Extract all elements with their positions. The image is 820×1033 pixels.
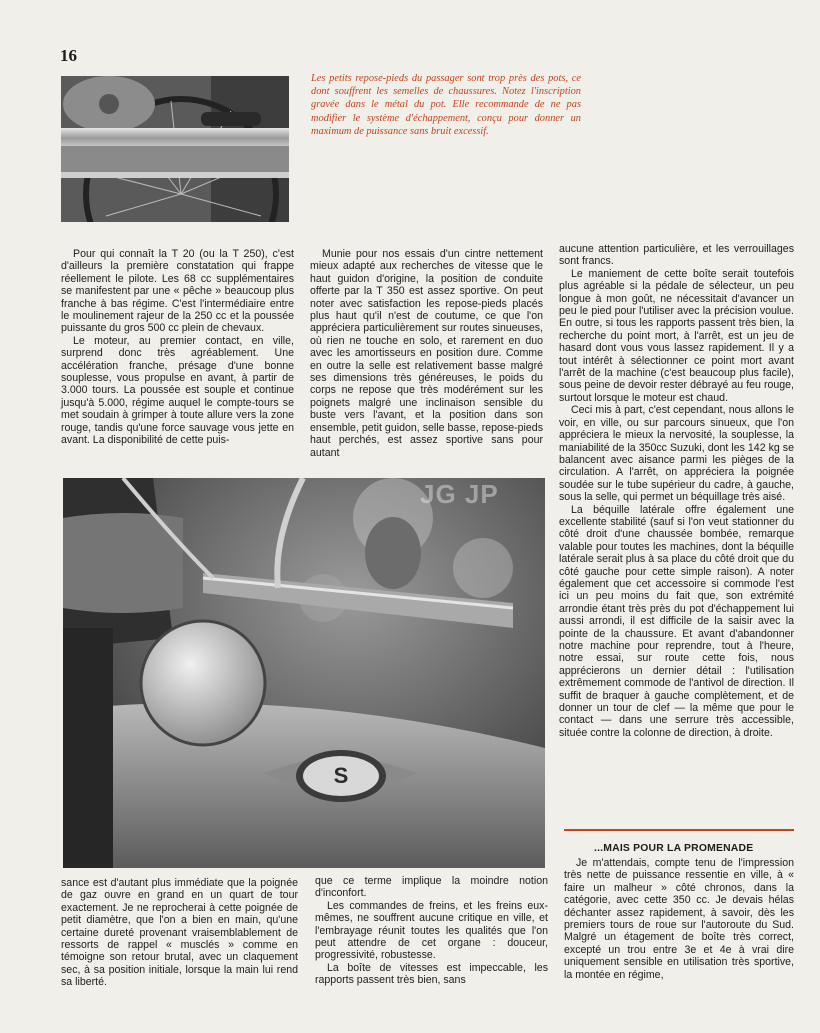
paragraph: Munie pour nos essais d'un cintre nettement mieux adapté aux recherches de vitesse que le haut guidon d'origine, la position de conduite offerte par la T 350 est assez sportive. On peut noter avec satisfaction les repose-pieds placés plus haut qu'il n'est de coutume, ce que l'on appréciera particulièrement sur routes sinueuses, où rien ne touche en solo, et rarement en duo avec les amortisseurs en position dure. Comme en outre la selle est relativement basse malgré ses dimensions très généreuses, le poids du corps ne repose que très modérément sur les poignets malgré une inclinaison sensible du buste vers l'avant, et la position dans son ensemble, petit guidon, selle basse, repose-pieds haut perchés, est assez sportive sans pour autant [310, 248, 543, 459]
column-3-bottom [564, 857, 794, 981]
column-1-bottom [61, 877, 298, 989]
section-divider [564, 829, 794, 831]
exhaust-footrest-photo [61, 76, 289, 222]
paragraph: Le maniement de cette boîte serait toutefois plus agréable si la pédale de sélecteur, un peu longue à mon goût, ne nécessitait d'avancer un peu le pied pour l'utiliser avec la précision voulue. En outre, si tous les rapports passent très bien, la recherche du point mort, à l'arrêt, est un jeu de hasard dont vous vous lassez rapidement. Il y a tout intérêt à sélectionner ce point mort avant l'arrêt de la machine (c'est beaucoup plus facile), sous peine de devoir rester débrayé au feu rouge, surtout lorsque le moteur est chaud. [559, 267, 794, 404]
paragraph: Je m'attendais, compte tenu de l'impression très nette de puissance ressentie en ville, à « faire un malheur » côté chronos, dans la catégorie, avec cette 350 cc. Je devais hélas déchanter assez rapidement, à savoir, dès les premiers tours de roue sur l'autoroute du Sud. Malgré un étagement de boîte très correct, excepté un trou entre 3e et 4e à vrai dire uniquement sensible en utilisation très sportive, la montée en régime, [564, 857, 794, 981]
section-heading: ...MAIS POUR LA PROMENADE [594, 843, 754, 854]
column-2-bottom [315, 875, 548, 987]
paragraph: Ceci mis à part, c'est cependant, nous allons le voir, en ville, ou sur parcours sinueux, que l'on appréciera le mieux la nervosité, la souplesse, la maniabilité de la 350cc Suzuki, dont les 142 kg se balancent avec aisance parmi les pièges de la circulation. A l'arrêt, on appréciera la poignée soudée sur le tube supérieur du cadre, à gauche, sous la selle, qui permet un béquillage très aisé. [559, 404, 794, 504]
paragraph: Pour qui connaît la T 20 (ou la T 250), c'est d'ailleurs la première constatation qui frappe réellement le pilote. Les 68 cc supplémentaires se manifestent par une « pêche » beaucoup plus franche à bas régime. C'est l'intermédiaire entre le moulinement rajeur de la 250 cc et la poussée puissante du gros 500 cc plein de chevaux. [61, 248, 294, 335]
column-2-top [310, 248, 543, 459]
column-3-top [559, 243, 794, 739]
paragraph: La béquille latérale offre également une excellente stabilité (sauf si l'on veut stationner du côté droit d'une chaussée bombée, remarque valable pour toutes les machines, dont la béquille latérale serait plus à sa place du côté droit que du côté gauche pour cette simple raison). A noter également que cet accessoire si commode l'est ici un peu moins du fait que, son extrémité arrondie étant très près du pot d'échappement lui aussi arrondi, il est difficile de la saisir avec la pointe de la chaussure. Et avant d'abandonner notre machine pour reprendre, tout à l'heure, notre essai, sur route cette fois, nous apprécierons un dernier détail : l'utilisation extrêmement commode de l'antivol de direction. Il suffit de braquer à gauche complètement, et de donner un tour de clef — la même que pour le contact — dans une serrure très accessible, située contre la colonne de direction, à droite. [559, 503, 794, 739]
paragraph: que ce terme implique la moindre notion d'inconfort. [315, 875, 548, 900]
svg-text:S: S [333, 763, 349, 788]
photo-caption: Les petits repose-pieds du passager sont trop près des pots, ce dont souffrent les semelles de chaussures. Notez l'inscription gravée dans le métal du pot. Elle recommande de ne pas modifier le système d'échappement, conçu pour donner un maximum de puissance sans bruit excessif. [311, 73, 581, 137]
paragraph: sance est d'autant plus immédiate que la poignée de gaz ouvre en grand en un quart de tour exactement. Je ne reprocherai à cette poignée de petit diamètre, que l'on a bien en main, qu'une certaine dureté provenant vraisemblablement de ressorts de rappel « musclés » comme en témoigne son retour brutal, avec un claquement sec, à sa position initiale, lorsque la main lui rend sa liberté. [61, 877, 298, 989]
paragraph: Le moteur, au premier contact, en ville, surprend donc très agréablement. Une accélération franche, présage d'une bonne souplesse, vous propulse en avant, à partir de 3.000 tours. La poussée est souple et continue jusqu'à 5.000, régime auquel le compte-tours se met soudain à grimper à toute allure vers la zone rouge, tandis qu'une force sauvage vous jette en avant. La disponibilité de cette puis- [61, 334, 294, 447]
paragraph: aucune attention particulière, et les verrouillages sont francs. [559, 243, 794, 268]
page-number: 16 [60, 46, 77, 65]
column-1-top [61, 248, 294, 447]
handlebar-tank-photo [63, 478, 545, 868]
paragraph: La boîte de vitesses est impeccable, les rapports passent très bien, sans [315, 961, 548, 987]
watermark-logo: JG JP [420, 479, 499, 509]
paragraph: Les commandes de freins, et les freins eux-mêmes, ne souffrent aucune critique en ville, et l'embrayage réunit toutes les qualités que l'on peut attendre de cet organe : douceur, progressivité, robustesse. [315, 899, 548, 962]
